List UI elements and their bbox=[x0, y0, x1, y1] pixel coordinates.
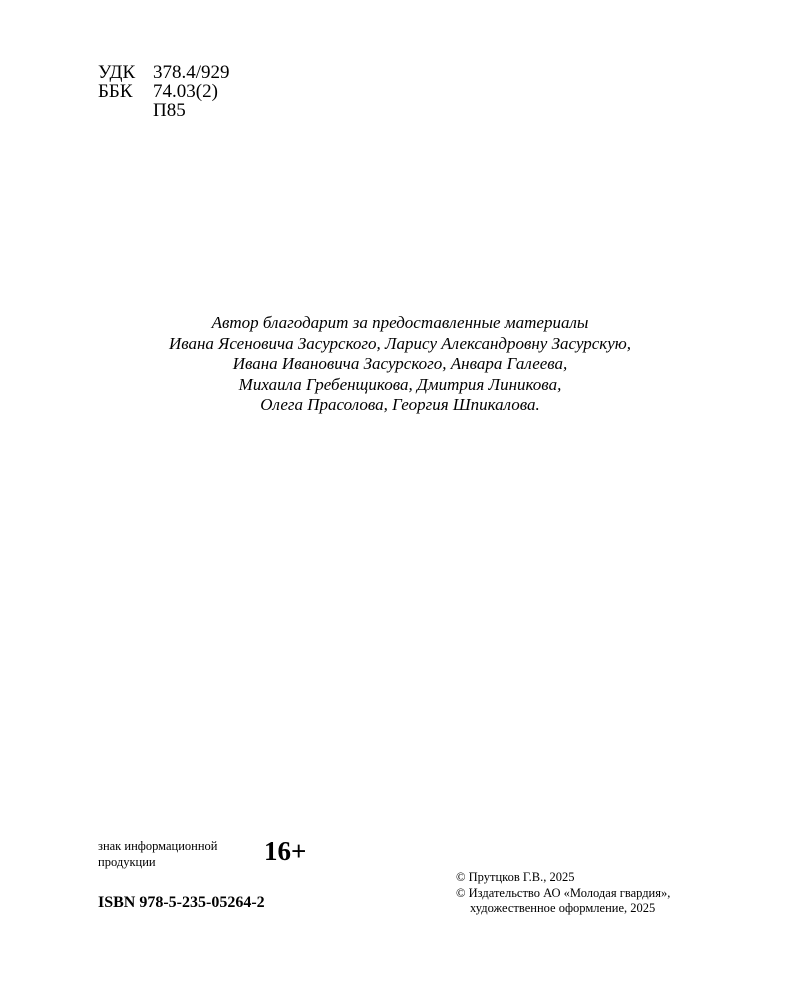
copyright-block bbox=[456, 870, 670, 917]
age-rating: 16+ bbox=[264, 836, 307, 866]
acknowledgement-line: Ивана Ивановича Засурского, Анвара Галеева, bbox=[232, 354, 568, 373]
udk-key: УДК bbox=[98, 62, 136, 83]
isbn: ISBN 978-5-235-05264-2 bbox=[98, 894, 265, 911]
author-mark: П85 bbox=[153, 100, 186, 121]
acknowledgement-line: Михаила Гребенщикова, Дмитрия Линикова, bbox=[238, 374, 562, 394]
udk-row bbox=[98, 63, 230, 82]
acknowledgement bbox=[0, 313, 800, 416]
copyright-publisher: © Издательство АО «Молодая гвардия», bbox=[456, 885, 671, 900]
copyright-author: © Прутцков Г.В., 2025 bbox=[456, 870, 575, 884]
udk-value: 378.4/929 bbox=[153, 62, 230, 83]
bbk-value: 74.03(2) bbox=[153, 81, 218, 102]
acknowledgement-line: Олега Прасолова, Георгия Шпикалова. bbox=[260, 395, 540, 414]
age-sign-label-line: продукции bbox=[98, 855, 156, 869]
age-sign-label-line: знак информационной bbox=[98, 839, 218, 853]
classification-block bbox=[98, 63, 230, 120]
age-sign-label bbox=[98, 838, 217, 870]
bbk-key: ББК bbox=[98, 81, 133, 102]
copyright-design: художественное оформление, 2025 bbox=[470, 901, 656, 915]
author-mark-row bbox=[98, 101, 230, 120]
acknowledgement-line: Автор благодарит за предоставленные материалы bbox=[211, 313, 589, 332]
acknowledgement-line: Ивана Ясеновича Засурского, Ларису Александровну Засурскую, bbox=[168, 333, 632, 353]
bbk-row bbox=[98, 82, 230, 101]
